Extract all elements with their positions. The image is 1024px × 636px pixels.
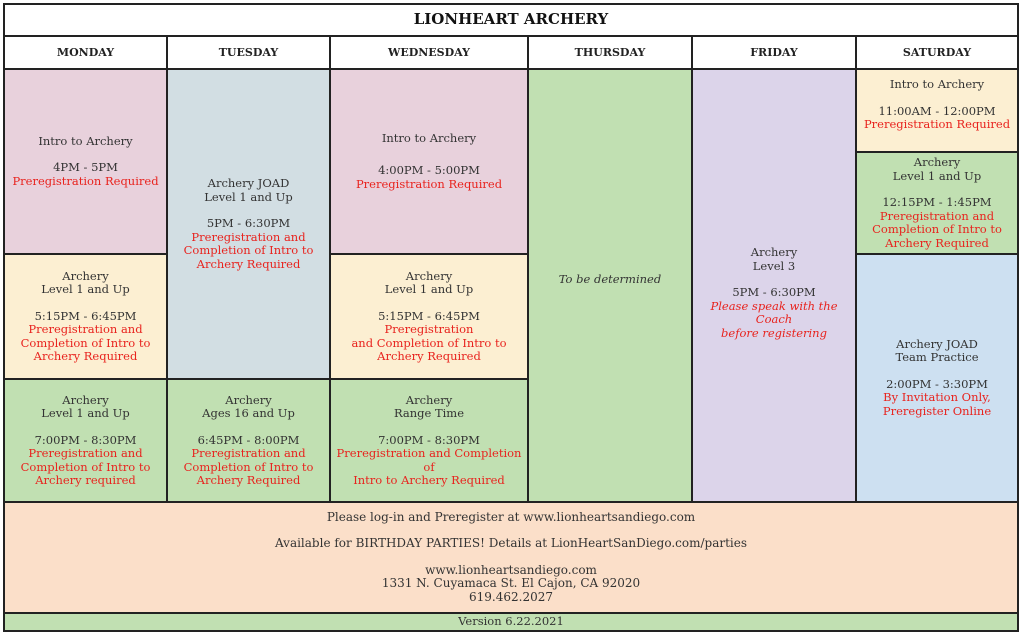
day-label: WEDNESDAY: [387, 45, 471, 59]
footer-website: www.lionheartsandiego.com: [425, 562, 597, 577]
day-label: THURSDAY: [574, 45, 646, 59]
day-header-saturday: [855, 35, 1019, 70]
class-time: 7:00PM - 8:30PM: [34, 432, 137, 447]
version-text: Version 6.22.2021: [458, 614, 564, 629]
version-bar: [3, 612, 1019, 632]
class-time: 4:00PM - 5:00PM: [378, 163, 480, 178]
class-time: 7:00PM - 8:30PM: [378, 432, 480, 447]
saturday-class-joad-team: [855, 253, 1019, 503]
class-note: Preregistration and Completion of Intro to Archery Required: [351, 322, 507, 363]
class-time: 11:00AM - 12:00PM: [878, 103, 996, 118]
class-note: Preregistration and Completion of Intro to Archery Required: [183, 446, 314, 487]
footer-address: 1331 N. Cuyamaca St. El Cajon, CA 92020: [381, 576, 641, 591]
class-time: 6:45PM - 8:00PM: [197, 432, 300, 447]
class-name: Archery Ages 16 and Up: [202, 392, 295, 420]
saturday-class-level1: [855, 151, 1019, 255]
wednesday-class-range-time: [329, 378, 529, 503]
class-note: By Invitation Only, Preregister Online: [882, 390, 992, 418]
day-header-monday: [3, 35, 168, 70]
schedule-title: [3, 3, 1019, 37]
day-label: FRIDAY: [750, 45, 798, 59]
class-name: Archery Range Time: [393, 392, 465, 420]
monday-class-level1-late: [3, 378, 168, 503]
day-header-thursday: [527, 35, 693, 70]
class-note: Preregistration and Completion of Intro to Archery Required: [336, 446, 522, 487]
class-name: Archery Level 1 and Up: [892, 155, 982, 183]
day-label: TUESDAY: [218, 45, 279, 59]
day-label: MONDAY: [56, 45, 115, 59]
class-name: Archery Level 1 and Up: [41, 268, 130, 296]
class-time: 5:15PM - 6:45PM: [378, 308, 480, 323]
tuesday-class-ages16: [166, 378, 331, 503]
class-note: Preregistration and Completion of Intro to Archery Required: [183, 229, 314, 271]
class-time: 5:15PM - 6:45PM: [34, 308, 137, 323]
day-label: SATURDAY: [902, 45, 972, 59]
tuesday-class-joad: [166, 68, 331, 380]
monday-class-intro: [3, 68, 168, 255]
friday-class-level3: [691, 68, 857, 503]
footer-login-text: Please log-in and Preregister at www.lionheartsandiego.com: [326, 509, 696, 524]
footer-phone: 619.462.2027: [469, 589, 553, 604]
class-name: Intro to Archery: [889, 77, 985, 91]
schedule-title-text: LIONHEART ARCHERY: [413, 10, 609, 29]
class-time: 4PM - 5PM: [53, 160, 118, 175]
class-time: 5PM - 6:30PM: [732, 285, 816, 299]
saturday-class-intro: [855, 68, 1019, 153]
footer-parties-text: Available for BIRTHDAY PARTIES! Details at LionHeartSanDiego.com/parties: [274, 536, 748, 551]
class-note: Preregistration Required: [863, 117, 1011, 131]
day-header-friday: [691, 35, 857, 70]
class-name: Archery Level 1 and Up: [384, 268, 474, 296]
class-name: Archery Level 3: [750, 245, 798, 273]
wednesday-class-intro: [329, 68, 529, 255]
class-note: Preregistration and Completion of Intro to Archery Required: [872, 208, 1002, 250]
class-note: Preregistration and Completion of Intro to Archery Required: [20, 322, 151, 363]
thursday-tbd: [527, 68, 693, 503]
day-header-wednesday: [329, 35, 529, 70]
class-name: Archery JOAD Team Practice: [895, 336, 979, 365]
monday-class-level1-early: [3, 253, 168, 380]
class-time: 2:00PM - 3:30PM: [886, 376, 988, 391]
day-header-tuesday: [166, 35, 331, 70]
class-note: Please speak with the Coach before registering: [710, 298, 838, 340]
class-note: Preregistration Required: [12, 173, 159, 188]
class-name: Archery JOAD Level 1 and Up: [204, 176, 293, 204]
tbd-text: To be determined: [558, 272, 662, 286]
class-name: Intro to Archery: [381, 130, 477, 145]
class-note: Preregistration Required: [355, 176, 503, 191]
wednesday-class-level1: [329, 253, 529, 380]
class-note: Preregistration and Completion of Intro to Archery required: [20, 446, 151, 487]
footer-info: [3, 501, 1019, 614]
class-time: 12:15PM - 1:45PM: [882, 195, 992, 209]
class-time: 5PM - 6:30PM: [206, 216, 291, 230]
class-name: Archery Level 1 and Up: [41, 392, 130, 420]
class-name: Intro to Archery: [38, 133, 133, 148]
